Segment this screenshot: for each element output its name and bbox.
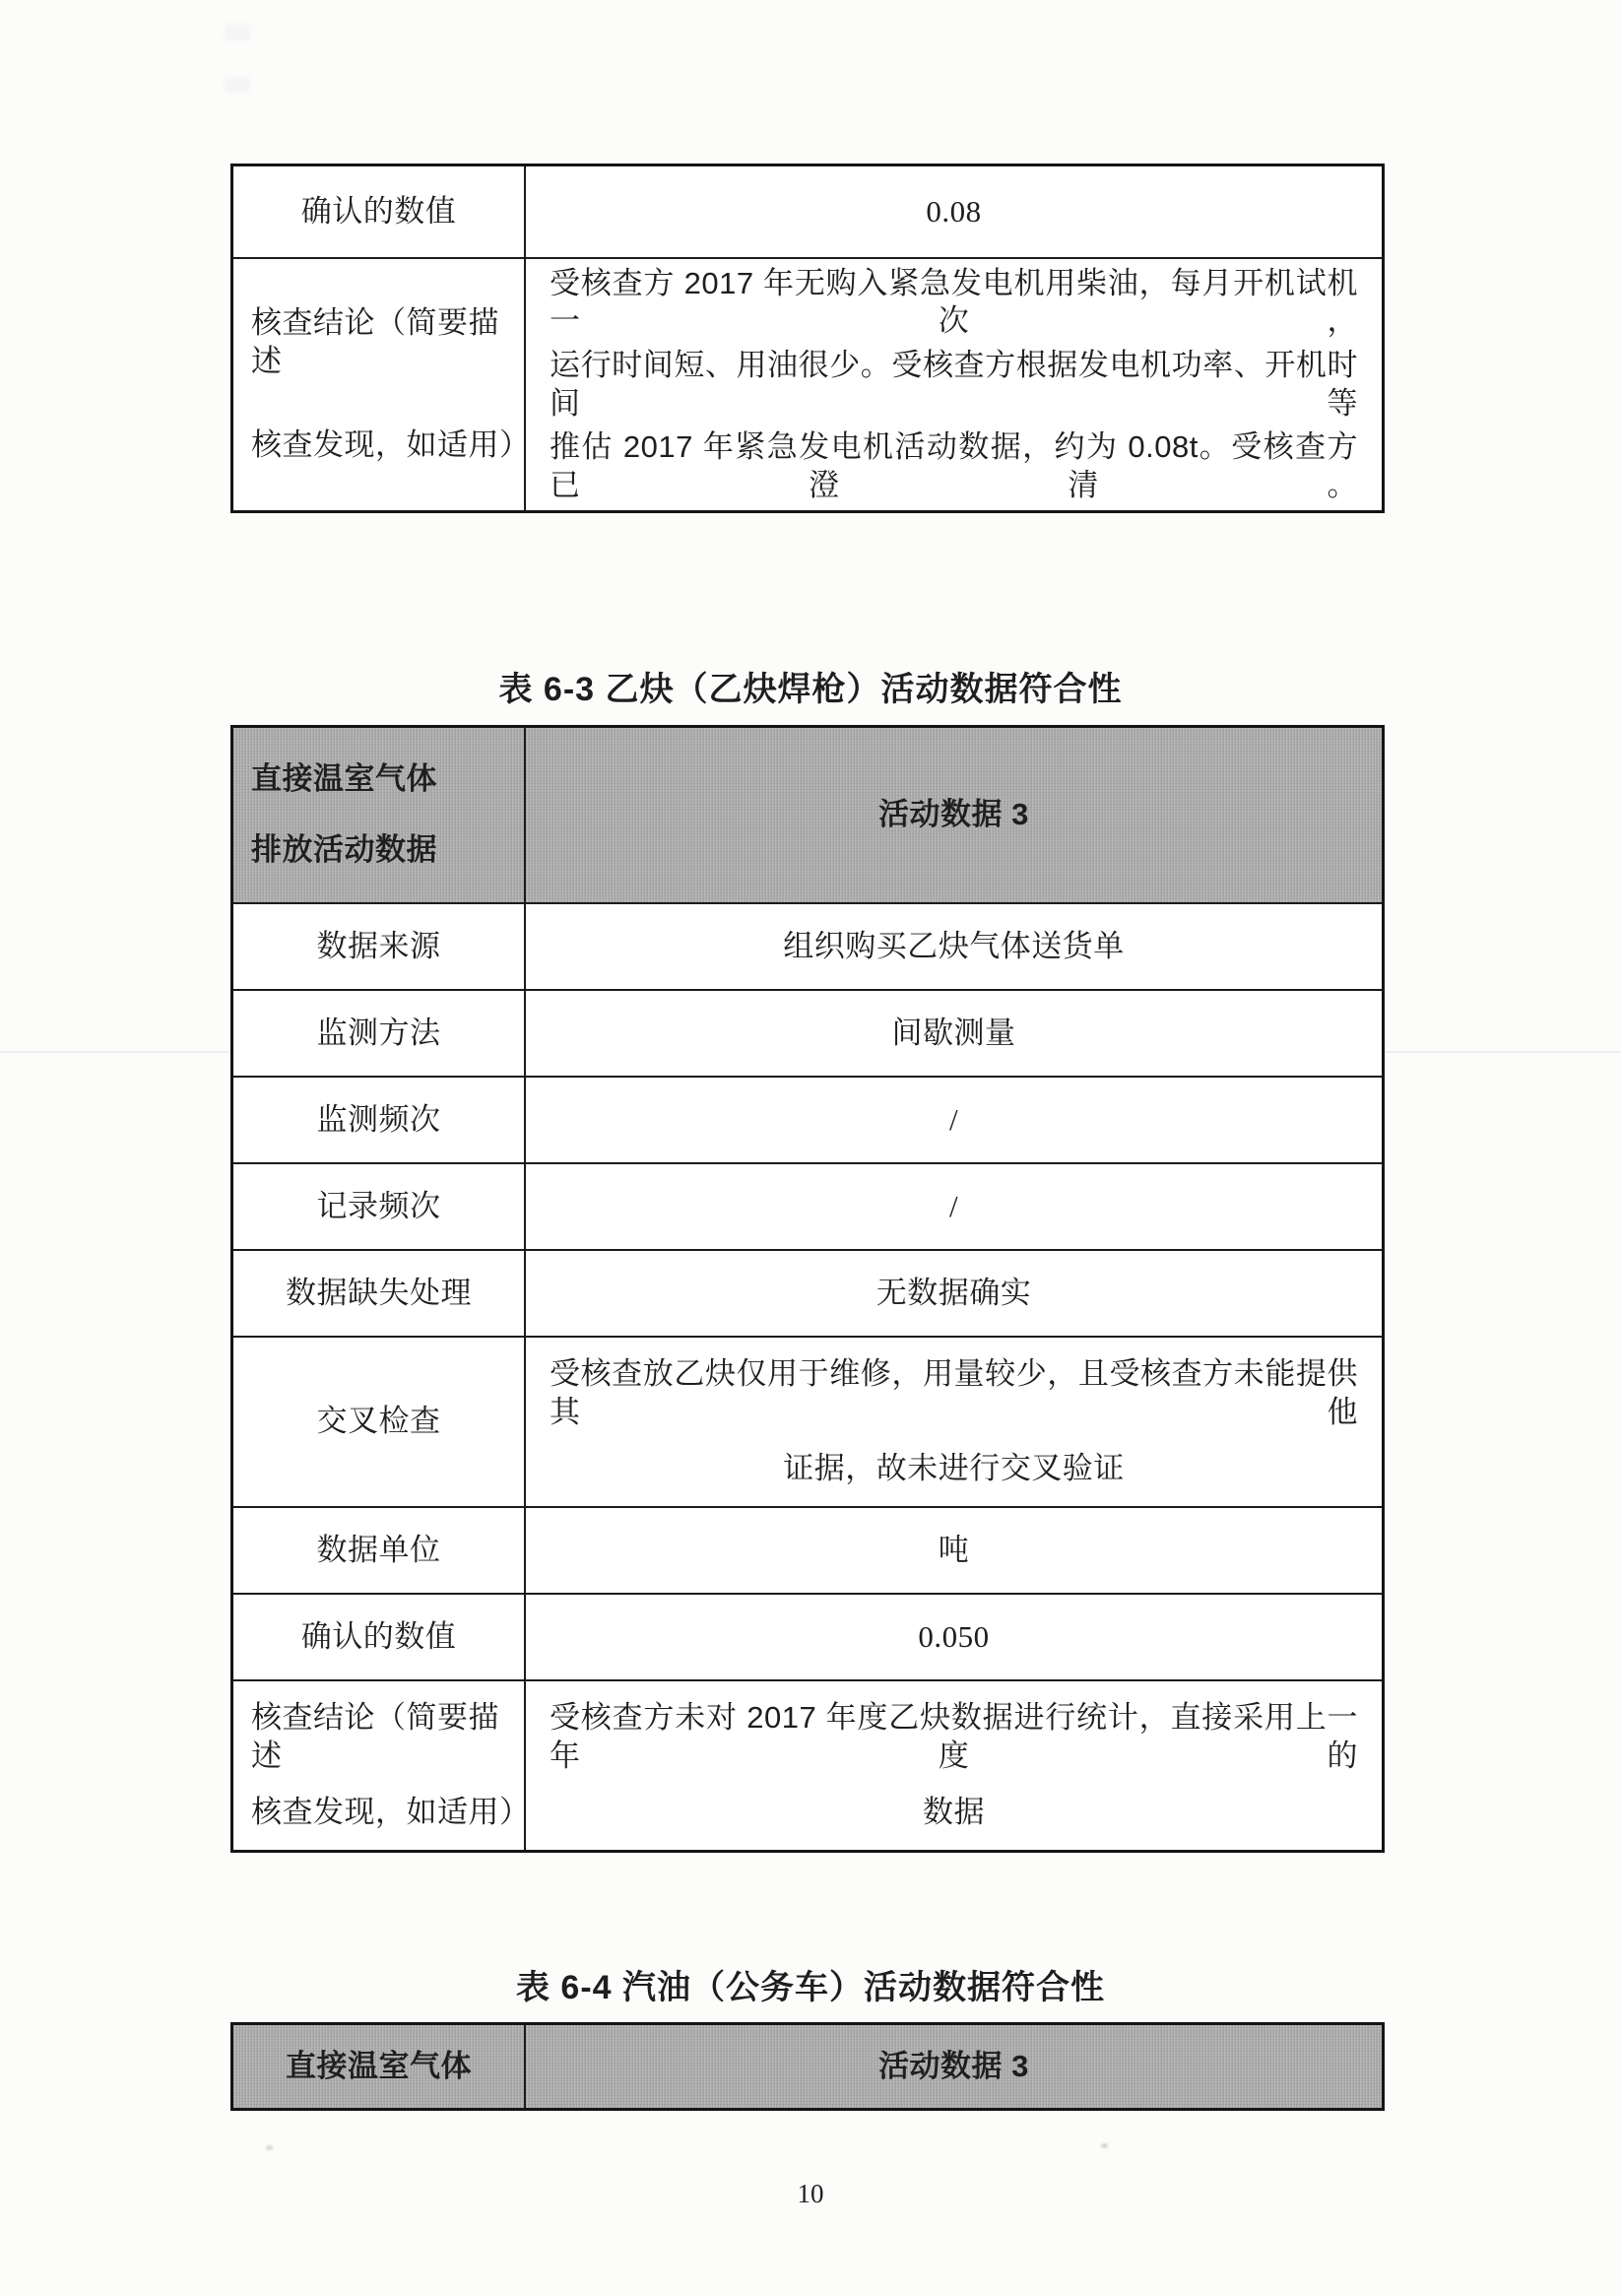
scan-smudge — [225, 24, 250, 41]
scan-dot-artifact — [1101, 2143, 1108, 2148]
label-line: 核查结论（简要描述 — [251, 1700, 499, 1773]
header-left-cell — [233, 728, 526, 902]
label-text: 数据单位 — [316, 1532, 441, 1567]
row-value-monitoring-method — [526, 991, 1382, 1076]
table-row — [233, 1679, 1382, 1850]
label-text: 数据来源 — [316, 928, 441, 963]
table-row — [233, 1162, 1382, 1249]
table-diesel-fragment — [230, 164, 1385, 513]
label-text: 监测方法 — [316, 1015, 441, 1050]
label-line: 核查发现，如适用） — [251, 427, 531, 462]
value-text: 组织购买乙炔气体送货单 — [783, 928, 1125, 963]
table-6-4-gasoline — [230, 2022, 1385, 2111]
label-text: 确认的数值 — [300, 1618, 457, 1654]
row-label-cross-check — [233, 1338, 526, 1506]
table-row — [233, 1076, 1382, 1162]
header-text: 活动数据 3 — [878, 2048, 1029, 2083]
table-row — [233, 166, 1382, 257]
row-label-confirmed-value — [233, 166, 526, 257]
label-line: 核查结论（简要描述 — [251, 305, 499, 378]
header-text: 直接温室气体 — [286, 2048, 472, 2083]
value-text: 无数据确实 — [875, 1275, 1032, 1310]
table-header-row — [233, 2025, 1382, 2108]
row-label-missing-data-handling — [233, 1251, 526, 1336]
label-text: 记录频次 — [316, 1188, 441, 1223]
value-text: / — [948, 1101, 959, 1137]
row-label-record-frequency — [233, 1164, 526, 1249]
table-row — [233, 257, 1382, 510]
row-label-confirmed-value — [233, 1595, 526, 1679]
page-number: 10 — [797, 2179, 824, 2208]
table-row — [233, 902, 1382, 989]
table-row — [233, 1336, 1382, 1506]
header-right-cell — [526, 728, 1382, 902]
scan-smudge — [225, 77, 250, 93]
label-text: 交叉检查 — [316, 1404, 441, 1439]
row-label-data-source — [233, 904, 526, 989]
label-text: 确认的数值 — [300, 193, 457, 229]
value-line: 受核查方未对 2017 年度乙炔数据进行统计，直接采用上一年度的 — [550, 1700, 1358, 1773]
value-line: 数据 — [923, 1795, 985, 1829]
header-line: 直接温室气体 — [251, 761, 437, 797]
value-text: 吨 — [938, 1532, 970, 1567]
header-right-cell — [526, 2025, 1382, 2108]
header-line: 排放活动数据 — [251, 832, 437, 868]
row-value-data-source — [526, 904, 1382, 989]
value-text: / — [948, 1188, 959, 1223]
row-value-missing-data-handling — [526, 1251, 1382, 1336]
table-row — [233, 989, 1382, 1076]
row-value-confirmed-value — [526, 1595, 1382, 1679]
row-label-monitoring-frequency — [233, 1078, 526, 1162]
row-label-data-unit — [233, 1508, 526, 1593]
header-text: 活动数据 3 — [878, 797, 1029, 832]
value-line: 运行时间短、用油很少。受核查方根据发电机功率、开机时间等 — [550, 347, 1358, 421]
value-line: 受核查方 2017 年无购入紧急发电机用柴油，每月开机试机一次， — [550, 265, 1358, 339]
value-text: 0.08 — [926, 193, 982, 229]
row-value-confirmed-value — [526, 166, 1382, 257]
row-value-verification-conclusion — [526, 259, 1382, 510]
value-line: 受核查放乙炔仅用于维修，用量较少，且受核查方未能提供其他 — [550, 1356, 1358, 1429]
row-value-data-unit — [526, 1508, 1382, 1593]
row-label-verification-conclusion — [233, 259, 531, 510]
table-6-3-title: 表 6-3 乙炔（乙炔焊枪）活动数据符合性 — [498, 671, 1123, 708]
label-line: 核查发现，如适用） — [251, 1795, 531, 1829]
row-value-verification-conclusion — [526, 1681, 1382, 1850]
scan-dot-artifact — [266, 2145, 273, 2150]
row-value-monitoring-frequency — [526, 1078, 1382, 1162]
row-label-monitoring-method — [233, 991, 526, 1076]
table-row — [233, 1593, 1382, 1679]
table-6-3-acetylene — [230, 725, 1385, 1853]
label-text: 数据缺失处理 — [286, 1275, 472, 1310]
header-left-cell — [233, 2025, 526, 2108]
label-text: 监测频次 — [316, 1101, 441, 1137]
table-6-4-title: 表 6-4 汽油（公务车）活动数据符合性 — [515, 1969, 1106, 2006]
row-value-record-frequency — [526, 1164, 1382, 1249]
value-text: 间歇测量 — [891, 1015, 1016, 1050]
table-row — [233, 1249, 1382, 1336]
table-header-row — [233, 728, 1382, 902]
value-line: 推估 2017 年紧急发电机活动数据，约为 0.08t。受核查方已澄清。 — [550, 428, 1358, 502]
row-label-verification-conclusion — [233, 1681, 531, 1850]
value-line: 证据，故未进行交叉验证 — [783, 1451, 1125, 1485]
value-text: 0.050 — [918, 1618, 990, 1654]
table-row — [233, 1506, 1382, 1593]
row-value-cross-check — [526, 1338, 1382, 1506]
